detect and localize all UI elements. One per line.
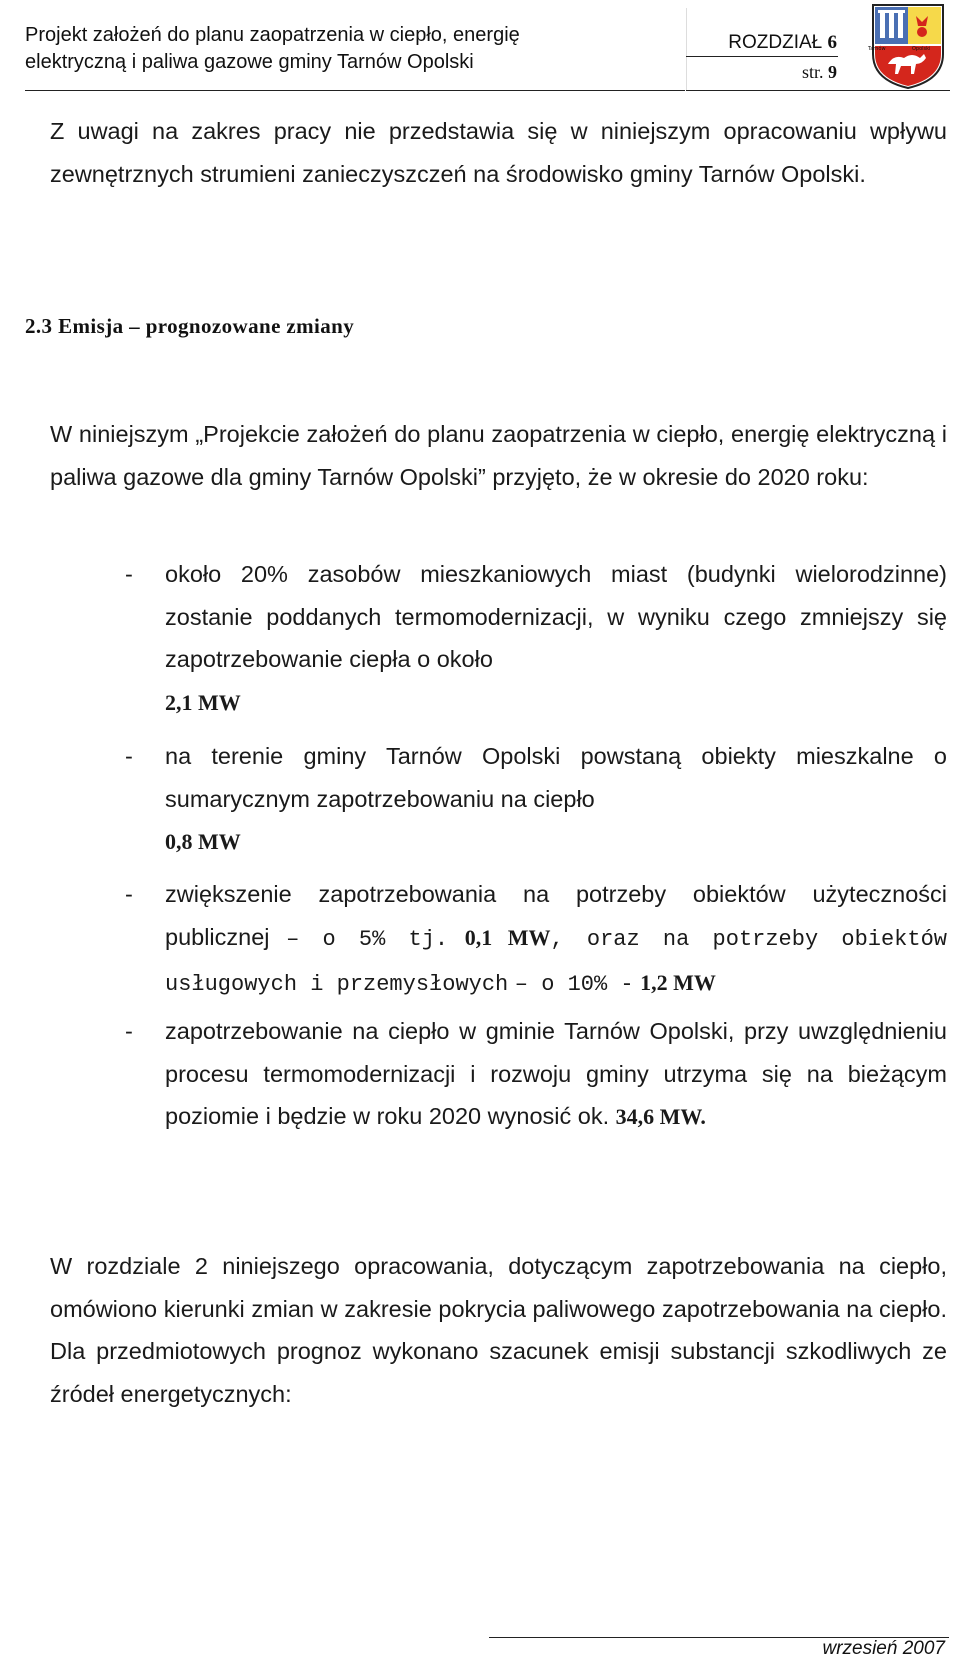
header-rule-left [25, 90, 685, 91]
bullet-body-a: zwiększenie zapotrzebowania na potrzeby obiektów użyteczności publicznej [165, 881, 947, 950]
page-label: str. [801, 62, 824, 82]
lead-paragraph: W niniejszym „Projekcie założeń do planu zaopatrzenia w ciepło, energię elektryczną i paliwa gazowe dla gminy Tarnów Opolski” przyjęto, że w okresie do 2020 roku: [50, 421, 947, 490]
page-number [712, 61, 837, 83]
header-title-line-2: elektryczną i paliwa gazowe gminy Tarnów Opolski [25, 51, 474, 73]
header-divider [686, 8, 687, 91]
crest-text-left: Tarnów [868, 46, 886, 52]
bullet-body-d: – o 10% - [514, 972, 634, 997]
bullet-value: 0,8 MW [165, 829, 241, 854]
header-rule-right [686, 90, 950, 91]
header-title-line-1: Projekt założeń do planu zaopatrzenia w ciepło, energię [25, 24, 520, 46]
bullet-dash: - [125, 743, 133, 769]
bullet-body: na terenie gminy Tarnów Opolski powstaną obiekty mieszkalne o sumarycznym zapotrzebowaniu na ciepło [165, 743, 947, 812]
closing-paragraph: W rozdziale 2 niniejszego opracowania, dotyczącym zapotrzebowania na ciepło, omówiono kierunki zmian w zakresie pokrycia paliwowego zapotrzebowania na ciepło. Dla przedmiotowych prognoz wykonano szacunek emisji substancji szkodliwych ze źródeł energetycznych: [50, 1253, 947, 1407]
intro-paragraph: Z uwagi na zakres pracy nie przedstawia się w niniejszym opracowaniu wpływu zewnętrznych strumieni zanieczyszczeń na środowisko gminy Tarnów Opolski. [50, 118, 947, 187]
chapter-label [712, 31, 837, 55]
footer-date: wrzesień 2007 [822, 1638, 945, 1659]
bullet-body-b: – o 5% tj. [286, 926, 449, 952]
bullet-value: 2,1 MW [165, 689, 241, 715]
bullet-text [165, 553, 947, 724]
crest-text-right: Opolski [912, 46, 931, 52]
bullet-body-c: , oraz na potrzeby obiektów usługowych i przemysłowych [165, 926, 947, 997]
section-heading: 2.3 Emisja – prognozowane zmiany [25, 314, 355, 338]
bullet-value-a: 0,1 MW [464, 924, 551, 950]
bullet-dash: - [125, 1018, 133, 1044]
page-number-value: 9 [828, 62, 837, 82]
bullet-text [165, 1010, 947, 1139]
bullet-dash: - [125, 561, 133, 587]
chapter-rule [686, 56, 838, 57]
chapter-number: 6 [827, 32, 837, 53]
bullet-body: około 20% zasobów mieszkaniowych miast (budynki wielorodzinne) zostanie poddanych termomodernizacji, w wyniku czego zmniejszy się zapotrzebowanie ciepła o około [165, 561, 947, 672]
bullet-text [165, 735, 947, 864]
header-title [25, 22, 665, 76]
bullet-text [165, 873, 947, 1007]
bullet-body: zapotrzebowanie na ciepło w gminie Tarnów Opolski, przy uwzględnieniu procesu termomodernizacji i rozwoju gminy utrzyma się na bieżącym poziomie i będzie w roku 2020 wynosić ok. [165, 1018, 947, 1129]
chapter-label-text: ROZDZIAŁ [728, 32, 823, 53]
bullet-value-b: 1,2 MW [640, 970, 716, 995]
bullet-dash: - [125, 881, 133, 907]
bullet-value: 34,6 MW. [615, 1104, 706, 1129]
